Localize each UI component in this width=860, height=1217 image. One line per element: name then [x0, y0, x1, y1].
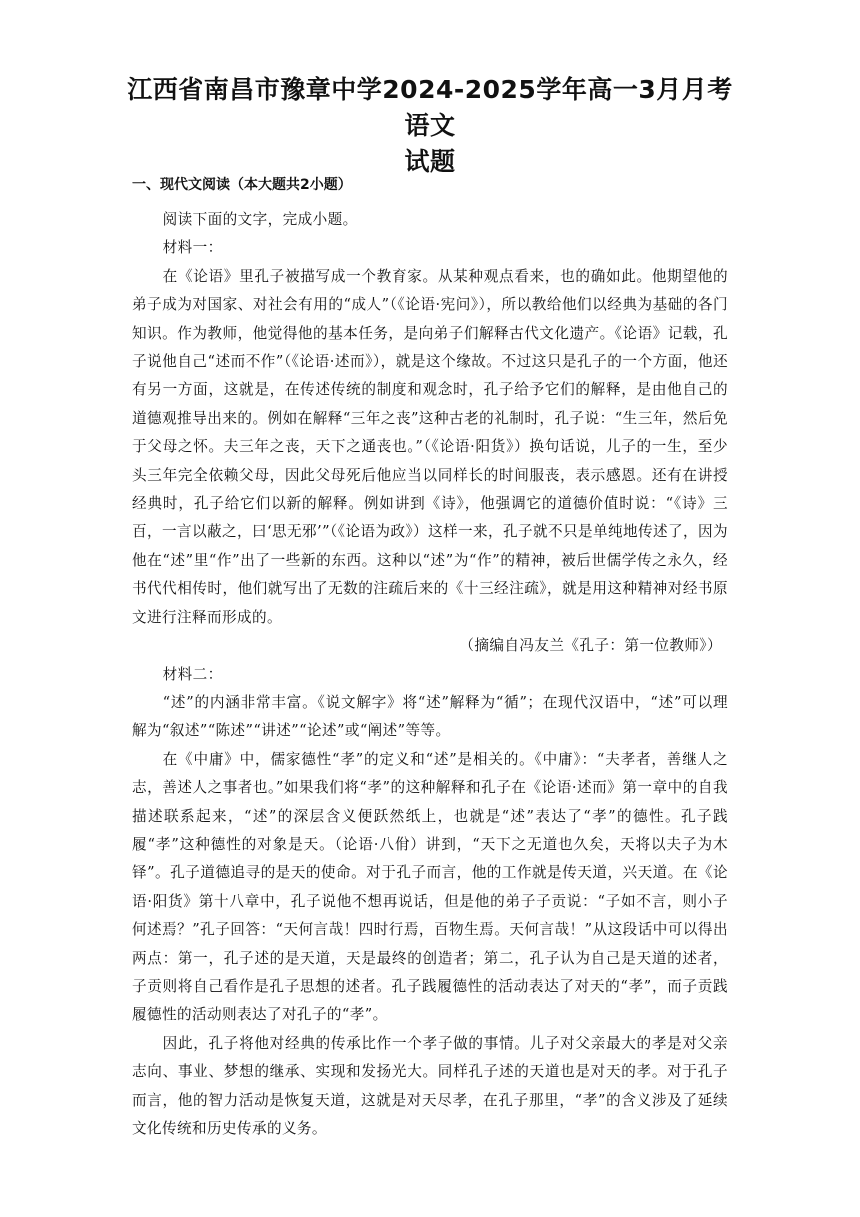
reading-body: [132, 206, 728, 1143]
document-title: [120, 72, 740, 180]
material2-paragraph: 在《中庸》中，儒家德性“孝”的定义和“述”是相关的。《中庸》：“夫孝者，善继人之志，善述人之事者也。”如果我们将“孝”的这种解释和孔子在《论语·述而》第一章中的自我描述联系起来，“述”的深层含义便跃然纸上，也就是“述”表达了“孝”的德性。孔子践履“孝”这种德性的对象是天。（论语·八佾）讲到，“天下之无道也久矣，天将以夫子为木铎”。孔子道德追寻的是天的使命。对于孔子而言，他的工作就是传天道，兴天道。在《论语·阳货》第十八章中，孔子说他不想再说话，但是他的弟子子贡说：“子如不言，则小子何述焉？”孔子回答：“天何言哉！四时行焉，百物生焉。天何言哉！”从这段话中可以得出两点：第一，孔子述的是天道，天是最终的创造者；第二，孔子认为自己是天道的述者，子贡则将自己看作是孔子思想的述者。孔子践履德性的活动表达了对天的“孝”，而子贡践履德性的活动则表达了对孔子的“孝”。: [132, 750, 728, 1024]
material2-label: 材料二：: [162, 665, 223, 683]
material2-paragraph: “述”的内涵非常丰富。《说文解字》将“述”解释为“循”；在现代汉语中，“述”可以理解为“叙述”“陈述”“讲述”“论述”或“阐述”等等。: [132, 693, 728, 740]
material1-paragraph: 在《论语》里孔子被描写成一个教育家。从某种观点看来，也的确如此。他期望他的弟子成为对国家、对社会有用的“成人”（《论语·宪问》），所以教给他们以经典为基础的各门知识。作为教师，他觉得他的基本任务，是向弟子们解释古代文化遗产。《论语》记载，孔子说他自己“述而不作”（《论语·述而》），就是这个缘故。不过这只是孔子的一个方面，他还有另一方面，这就是，在传述传统的制度和观念时，孔子给予它们的解释，是由他自己的道德观推导出来的。例如在解释“三年之丧”这种古老的礼制时，孔子说：“生三年，然后免于父母之怀。夫三年之丧，天下之通丧也。”（《论语·阳货》）换句话说，儿子的一生，至少头三年完全依赖父母，因此父母死后他应当以同样长的时间服丧，表示感恩。还有在讲授经典时，孔子给它们以新的解释。例如讲到《诗》，他强调它的道德价值时说：“《诗》三百，一言以蔽之，曰‘思无邪’”（《论语为政》）这样一来，孔子就不只是单纯地传述了，因为他在“述”里“作”出了一些新的东西。这种以“述”为“作”的精神，被后世儒学传之永久，经书代代相传时，他们就写出了无数的注疏后来的《十三经注疏》，就是用这种精神对经书原文进行注释而形成的。: [132, 267, 728, 626]
section-heading: 一、现代文阅读（本大题共2小题）: [132, 177, 352, 193]
title-line-1: 江西省南昌市豫章中学2024-2025学年高一3月月考语文: [127, 75, 733, 140]
material1-source: （摘编自冯友兰《孔子：第一位教师》）: [459, 637, 722, 655]
title-line-2: 试题: [404, 147, 456, 176]
material2-paragraph: 因此，孔子将他对经典的传承比作一个孝子做的事情。儿子对父亲最大的孝是对父亲志向、事业、梦想的继承、实现和发扬光大。同样孔子述的天道也是对天的孝。对于孔子而言，他的智力活动是恢复天道，这就是对天尽孝，在孔子那里，“孝”的含义涉及了延续文化传统和历史传承的义务。: [132, 1034, 728, 1137]
instruction-text: 阅读下面的文字，完成小题。: [162, 211, 358, 228]
material1-label: 材料一：: [162, 239, 223, 257]
